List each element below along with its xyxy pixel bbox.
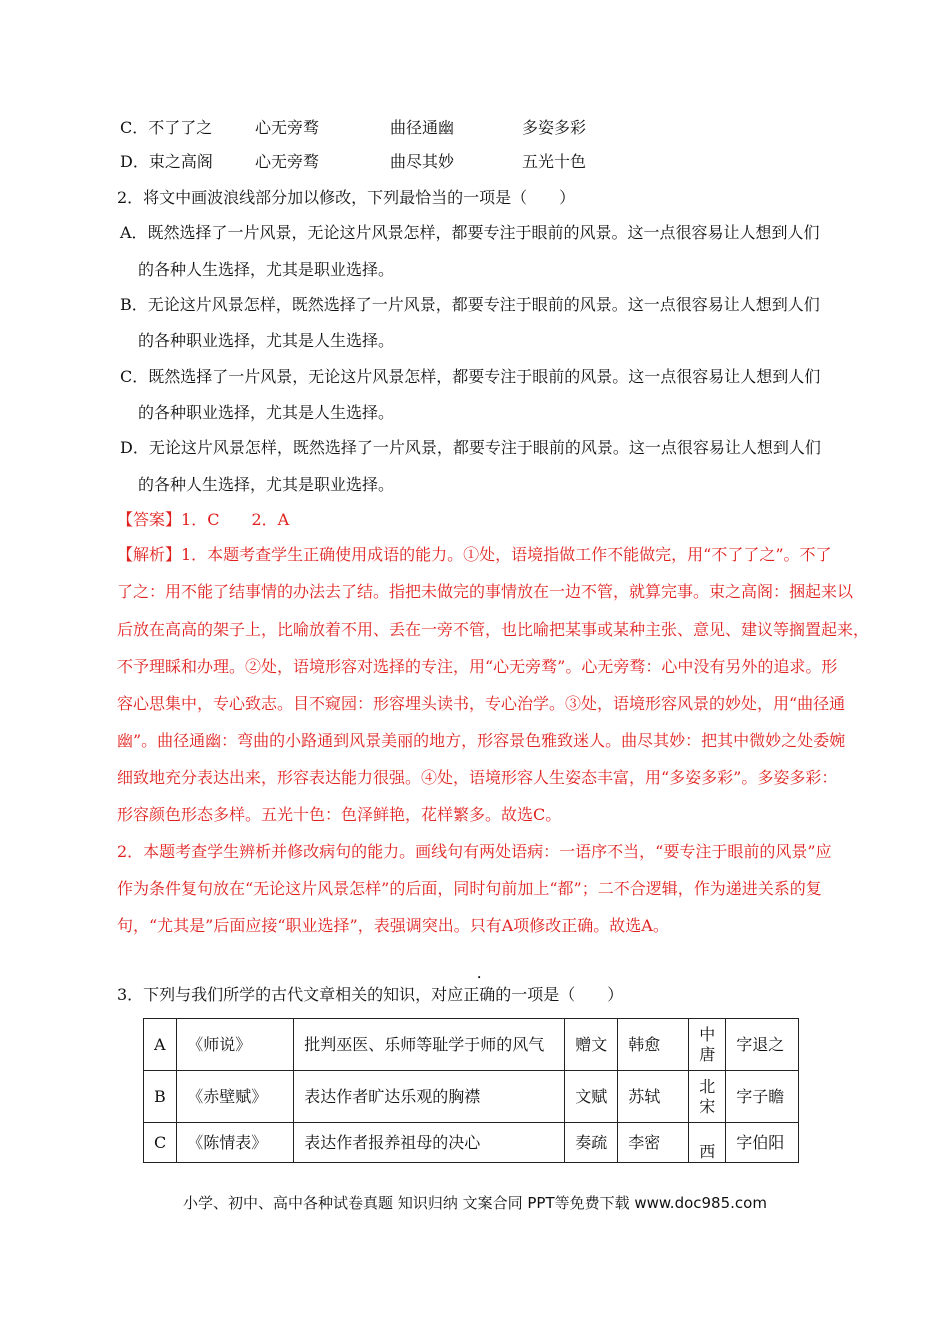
q3-stem <box>117 985 623 1005</box>
table-row <box>144 1123 799 1163</box>
analysis-line: 了之：用不能了结事情的办法去了结。指把未做完的事情放在一边不管，就算完事。束之高阁：捆起来以 <box>117 582 854 601</box>
option-word-4: 多姿多彩 <box>522 118 587 137</box>
q2-option-b-line1: B．无论这片风景怎样，既然选择了一片风景，都要专注于眼前的风景。这一点很容易让人想到人们 <box>120 295 820 314</box>
option-word-4: 五光十色 <box>522 152 587 171</box>
cell-era: 中 唐 <box>689 1019 726 1071</box>
analysis-line: 作为条件复句放在“无论这片风景怎样”的后面，同时句前加上“都”；二不合逻辑，作为递进关系的复 <box>117 879 822 898</box>
cell-genre: 赠文 <box>565 1019 618 1071</box>
q3-stem-emphasis: 正确 <box>463 985 496 1004</box>
analysis-line: 容心思集中，专心致志。目不窥园：形容埋头读书，专心治学。③处，语境形容风景的妙处，用“曲径通 <box>117 694 846 713</box>
cell-option: A <box>144 1019 177 1071</box>
cell-author: 李密 <box>618 1123 689 1163</box>
analysis-line: 幽”。曲径通幽：弯曲的小路通到风景美丽的地方，形容景色雅致迷人。曲尽其妙：把其中微妙之处委婉 <box>117 731 846 750</box>
q2-option-d-line2: 的各种人生选择，尤其是职业选择。 <box>138 475 395 494</box>
page-footer: 小学、初中、高中各种试卷真题 知识归纳 文案合同 PPT等免费下载 www.doc985.com <box>183 1194 767 1212</box>
cell-title: 《师说》 <box>177 1019 294 1071</box>
table-row <box>144 1019 799 1071</box>
cell-theme: 表达作者旷达乐观的胸襟 <box>294 1071 565 1123</box>
cell-zi: 字退之 <box>726 1019 799 1071</box>
cell-genre: 文赋 <box>565 1071 618 1123</box>
cell-theme: 表达作者报养祖母的决心 <box>294 1123 565 1163</box>
analysis-line: 形容颜色形态多样。五光十色：色泽鲜艳，花样繁多。故选C。 <box>117 805 562 824</box>
answer-tag: 【答案】 <box>117 510 182 529</box>
option-label: D．束之高阁 <box>120 152 213 171</box>
q2-stem: 2．将文中画波浪线部分加以修改，下列最恰当的一项是（ ） <box>117 188 576 207</box>
option-word-3: 曲径通幽 <box>390 118 455 137</box>
cell-theme: 批判巫医、乐师等耻学于师的风气 <box>294 1019 565 1071</box>
option-word-2: 心无旁骛 <box>255 152 320 171</box>
q3-stem-before: 3．下列与我们所学的古代文章相关的知识，对应 <box>117 985 464 1004</box>
cell-author: 苏轼 <box>618 1071 689 1123</box>
analysis-line: 2．本题考查学生辨析并修改病句的能力。画线句有两处语病：一语序不当，“要专注于眼前的风景”应 <box>117 842 832 861</box>
cell-title: 《赤壁赋》 <box>177 1071 294 1123</box>
analysis-line: 细致地充分表达出来，形容表达能力很强。④处，语境形容人生姿态丰富，用“多姿多彩”。多姿多彩： <box>117 768 838 787</box>
q2-option-d-line1: D．无论这片风景怎样，既然选择了一片风景，都要专注于眼前的风景。这一点很容易让人想到人们 <box>120 438 821 457</box>
q3-stem-after: 的一项是（ ） <box>495 985 624 1004</box>
analysis-line: 句，“尤其是”后面应接“职业选择”，表强调突出。只有A项修改正确。故选A。 <box>117 916 669 935</box>
q2-option-a-line2: 的各种人生选择，尤其是职业选择。 <box>138 260 395 279</box>
option-word-2: 心无旁骛 <box>255 118 320 137</box>
q2-option-a-line1: A．既然选择了一片风景，无论这片风景怎样，都要专注于眼前的风景。这一点很容易让人想到人们 <box>120 223 820 242</box>
cell-title: 《陈情表》 <box>177 1123 294 1163</box>
answer-line <box>117 510 289 530</box>
cell-era: 西 <box>689 1123 726 1163</box>
q2-option-c-line1: C．既然选择了一片风景，无论这片风景怎样，都要专注于眼前的风景。这一点很容易让人想到人们 <box>120 367 821 386</box>
q2-option-b-line2: 的各种职业选择，尤其是人生选择。 <box>138 331 395 350</box>
analysis-line: 后放在高高的架子上，比喻放着不用、丢在一旁不管，也比喻把某事或某种主张、意见、建议等搁置起来， <box>117 620 870 639</box>
cell-zi: 字子瞻 <box>726 1071 799 1123</box>
option-label: C．不了了之 <box>120 118 213 137</box>
cell-era: 北 宋 <box>689 1071 726 1123</box>
analysis-line: 不予理睬和办理。②处，语境形容对选择的专注，用“心无旁骛”。心无旁骛：心中没有另外的追求。形 <box>117 657 838 676</box>
cell-author: 韩愈 <box>618 1019 689 1071</box>
cell-zi: 字伯阳 <box>726 1123 799 1163</box>
option-word-3: 曲尽其妙 <box>390 152 455 171</box>
cell-option: C <box>144 1123 177 1163</box>
table-row <box>144 1071 799 1123</box>
cell-option: B <box>144 1071 177 1123</box>
q2-option-c-line2: 的各种职业选择，尤其是人生选择。 <box>138 403 395 422</box>
cell-genre: 奏疏 <box>565 1123 618 1163</box>
q3-table <box>143 1018 799 1163</box>
analysis-line: 【解析】1．本题考查学生正确使用成语的能力。①处，语境指做工作不能做完，用“不了了之”。不了 <box>117 545 832 564</box>
answer-text: 1．C 2．A <box>181 510 290 529</box>
